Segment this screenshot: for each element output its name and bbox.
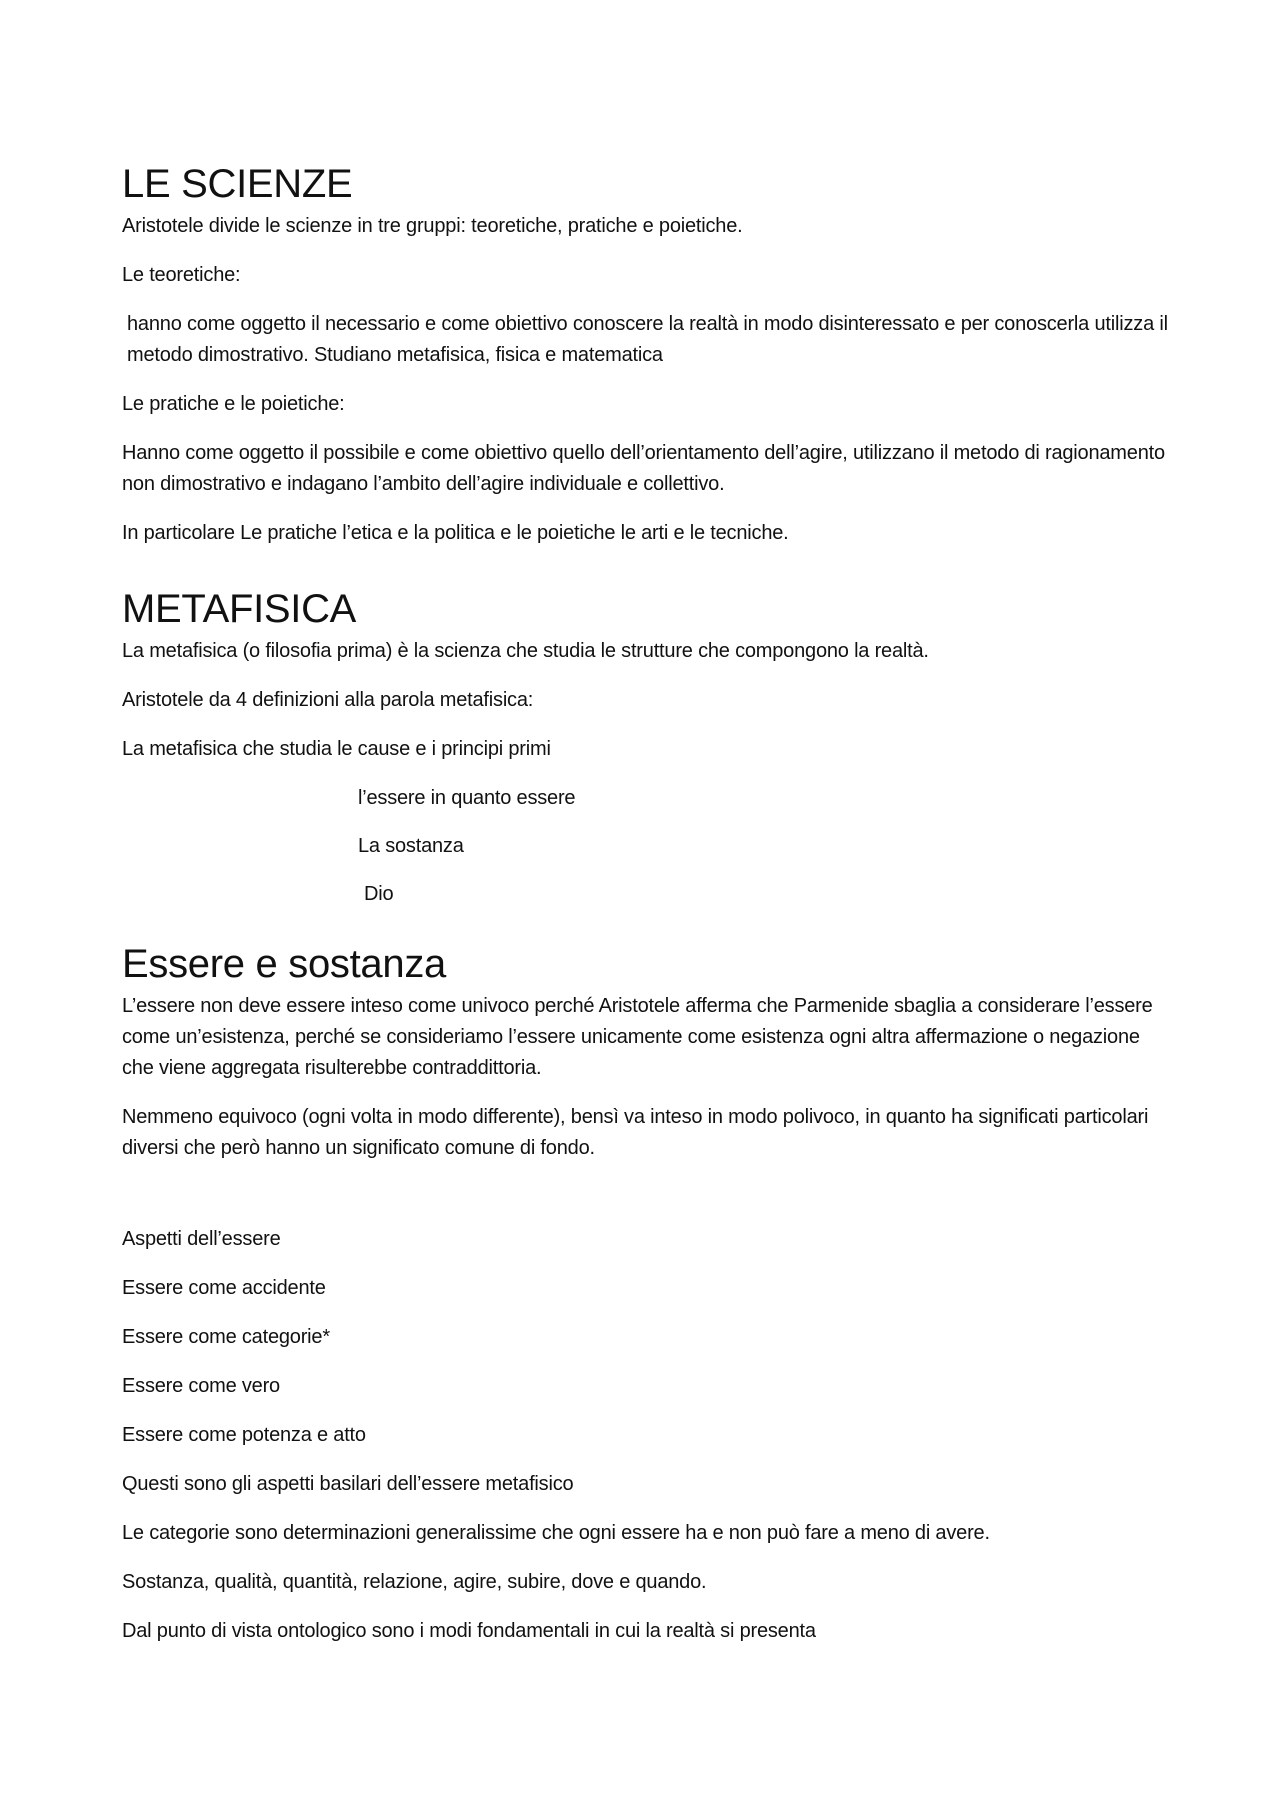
definition-item: La sostanza bbox=[358, 835, 464, 857]
paragraph: In particolare Le pratiche l’etica e la politica e le poietiche le arti e le tecniche. bbox=[122, 522, 789, 544]
heading-essere-e-sostanza: Essere e sostanza bbox=[122, 942, 446, 986]
paragraph: Le pratiche e le poietiche: bbox=[122, 393, 345, 415]
heading-metafisica: METAFISICA bbox=[122, 587, 357, 631]
paragraph: Le teoretiche: bbox=[122, 264, 241, 286]
list-item: Aspetti dell’essere bbox=[122, 1228, 281, 1250]
paragraph: Aristotele divide le scienze in tre gruppi: teoretiche, pratiche e poietiche. bbox=[122, 215, 743, 237]
document-body bbox=[122, 160, 1172, 1665]
definition-item: l’essere in quanto essere bbox=[358, 787, 576, 809]
paragraph: Nemmeno equivoco (ogni volta in modo differente), bensì va inteso in modo polivoco, in quanto ha significati particolari diversi che però hanno un significato comune di fondo. bbox=[122, 1106, 1149, 1159]
list-item: Essere come vero bbox=[122, 1375, 280, 1397]
list-item: Sostanza, qualità, quantità, relazione, agire, subire, dove e quando. bbox=[122, 1571, 707, 1593]
paragraph: Aristotele da 4 definizioni alla parola metafisica: bbox=[122, 689, 534, 711]
list-item: Dal punto di vista ontologico sono i modi fondamentali in cui la realtà si presenta bbox=[122, 1620, 816, 1642]
paragraph: Hanno come oggetto il possibile e come obiettivo quello dell’orientamento dell’agire, utilizzano il metodo di ragionamento non dimostrativo e indagano l’ambito dell’agire individuale e collettivo. bbox=[122, 442, 1165, 495]
list-item: Le categorie sono determinazioni generalissime che ogni essere ha e non può fare a meno di avere. bbox=[122, 1522, 990, 1544]
blank-line bbox=[122, 1182, 1172, 1224]
list-item: Questi sono gli aspetti basilari dell’essere metafisico bbox=[122, 1473, 574, 1495]
heading-le-scienze: LE SCIENZE bbox=[122, 162, 353, 206]
paragraph: L’essere non deve essere inteso come univoco perché Aristotele afferma che Parmenide sbaglia a considerare l’essere come un’esistenza, perché se consideriamo l’essere unicamente come esistenza ogni altra affermazione o negazione che viene aggregata risulterebbe contraddittoria. bbox=[122, 995, 1153, 1079]
list-item: Essere come potenza e atto bbox=[122, 1424, 366, 1446]
list-item: Essere come accidente bbox=[122, 1277, 326, 1299]
list-item: Essere come categorie* bbox=[122, 1326, 330, 1348]
definition-item: Dio bbox=[364, 883, 394, 905]
paragraph: hanno come oggetto il necessario e come obiettivo conoscere la realtà in modo disinteressato e per conoscerla utilizza il metodo dimostrativo. Studiano metafisica, fisica e matematica bbox=[127, 313, 1168, 366]
paragraph: La metafisica che studia le cause e i principi primi bbox=[122, 738, 551, 760]
paragraph: La metafisica (o filosofia prima) è la scienza che studia le strutture che compongono la realtà. bbox=[122, 640, 929, 662]
